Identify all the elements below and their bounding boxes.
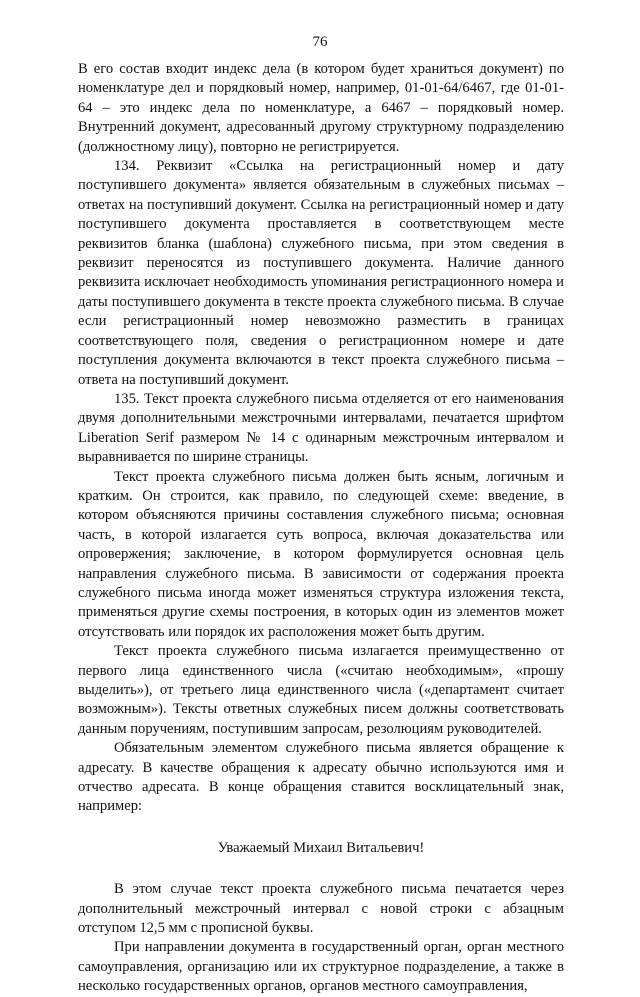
example-salutation: Уважаемый Михаил Витальевич!	[217, 839, 425, 856]
paragraph: 135. Текст проекта служебного письма отделяется от его наименования двумя дополнительными межстрочными интервалами, печатается шрифтом Liberation Serif размером № 14 с одинарным межстрочным интервалом и выравнивается по ширине страницы.	[78, 390, 564, 466]
paragraph: В его состав входит индекс дела (в котором будет храниться документ) по номенклатуре дел и порядковый номер, например, 01-01-64/6467, где 01-01-64 – это индекс дела по номенклатуре, а 6467 – порядковый номер. Внутренний документ, адресованный другому структурному подразделению (должностному лицу), повторно не регистрируется.	[78, 61, 564, 155]
paragraph: Текст проекта служебного письма излагается преимущественно от первого лица единственного числа («считаю необходимым», «прошу выделить»), от третьего лица единственного числа («департамент считает возможным»). Тексты ответных служебных писем должны соответствовать данным поручениям, поступившим запросам, резолюциям руководителей.	[78, 643, 564, 737]
paragraph: Обязательным элементом служебного письма является обращение к адресату. В качестве обращения к адресату обычно используются имя и отчество адресата. В конце обращения ставится восклицательный знак, например:	[78, 740, 564, 815]
paragraph: При направлении документа в государственный орган, орган местного самоуправления, организацию или их структурное подразделение, а также в несколько государственных органов, органов местного самоуправления,	[78, 939, 564, 995]
paragraph: 134. Реквизит «Ссылка на регистрационный номер и дату поступившего документа» является обязательным в служебных письмах – ответах на поступивший документ. Ссылка на регистрационный номер и дату поступившего документа проставляется в соответствующем месте реквизитов бланка (шаблона) служебного письма, при этом сведения в реквизит переносятся из поступившего документа. Наличие данного реквизита исключает необходимость упоминания регистрационного номера и даты поступившего документа в тексте проекта служебного письма. В случае если регистрационный номер невозможно разместить в границах соответствующего поля, сведения о регистрационном номере и дате поступления документа включаются в текст проекта служебного письма – ответа на поступивший документ.	[78, 158, 564, 388]
paragraph: Текст проекта служебного письма должен быть ясным, логичным и кратким. Он строится, как правило, по следующей схеме: введение, в котором объясняются причины составления служебного письма; основная часть, в которой излагается суть вопроса, включая доказательства или опровержения; заключение, в котором формулируется основная цель направления служебного письма. В зависимости от содержания проекта служебного письма иногда может изменяться структура изложения текста, применяться другие схемы построения, в которых один из элементов может отсутствовать или порядок их расположения может быть другим.	[78, 468, 564, 640]
paragraph: В этом случае текст проекта служебного письма печатается через дополнительный межстрочный интервал с новой строки с абзацным отступом 12,5 мм с прописной буквы.	[78, 881, 564, 937]
document-body	[78, 60, 564, 997]
page-number: 76	[312, 34, 328, 50]
